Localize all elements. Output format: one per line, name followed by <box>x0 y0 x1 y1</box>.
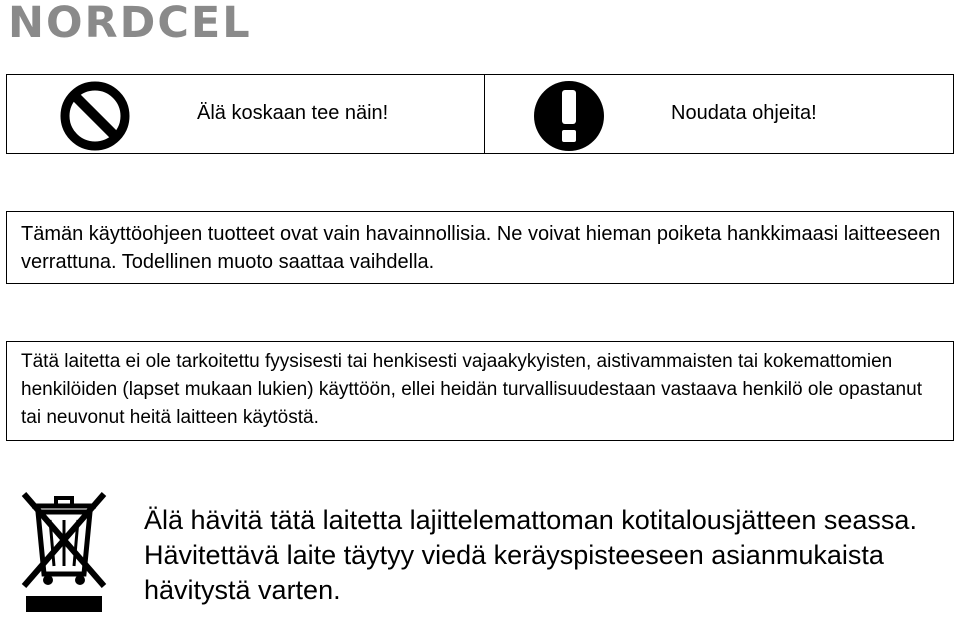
legend-prohibited <box>7 75 485 153</box>
prohibition-icon <box>59 80 131 157</box>
legend-prohibited-label: Älä koskaan tee näin! <box>197 102 389 124</box>
symbol-legend <box>6 74 954 154</box>
disposal-notice: Älä hävitä tätä laitetta lajittelemattoman kotitalousjätteen seassa. Hävitettävä laite täytyy viedä keräyspisteeseen asianmukaista hävitystä varten. <box>144 505 917 605</box>
safety-notice: Tätä laitetta ei ole tarkoitettu fyysisesti tai henkisesti vajaakykyisten, aistivammaisten tai kokemattomien henkilöiden (lapset mukaan lukien) käyttöön, ellei heidän turvallisuudestaan vastaava henkilö ole opastanut tai neuvonut heitä laitteen käytöstä. <box>6 341 954 441</box>
crossed-out-bin-icon <box>18 486 110 619</box>
legend-mandatory-label: Noudata ohjeita! <box>671 102 817 124</box>
exclamation-icon <box>533 80 605 157</box>
brand-logo: NORDCEL <box>8 0 252 48</box>
illustration-notice: Tämän käyttöohjeen tuotteet ovat vain havainnollisia. Ne voivat hieman poiketa hankkimaasi laitteeseen verrattuna. Todellinen muoto saattaa vaihdella. <box>6 211 954 284</box>
legend-mandatory <box>485 75 953 153</box>
